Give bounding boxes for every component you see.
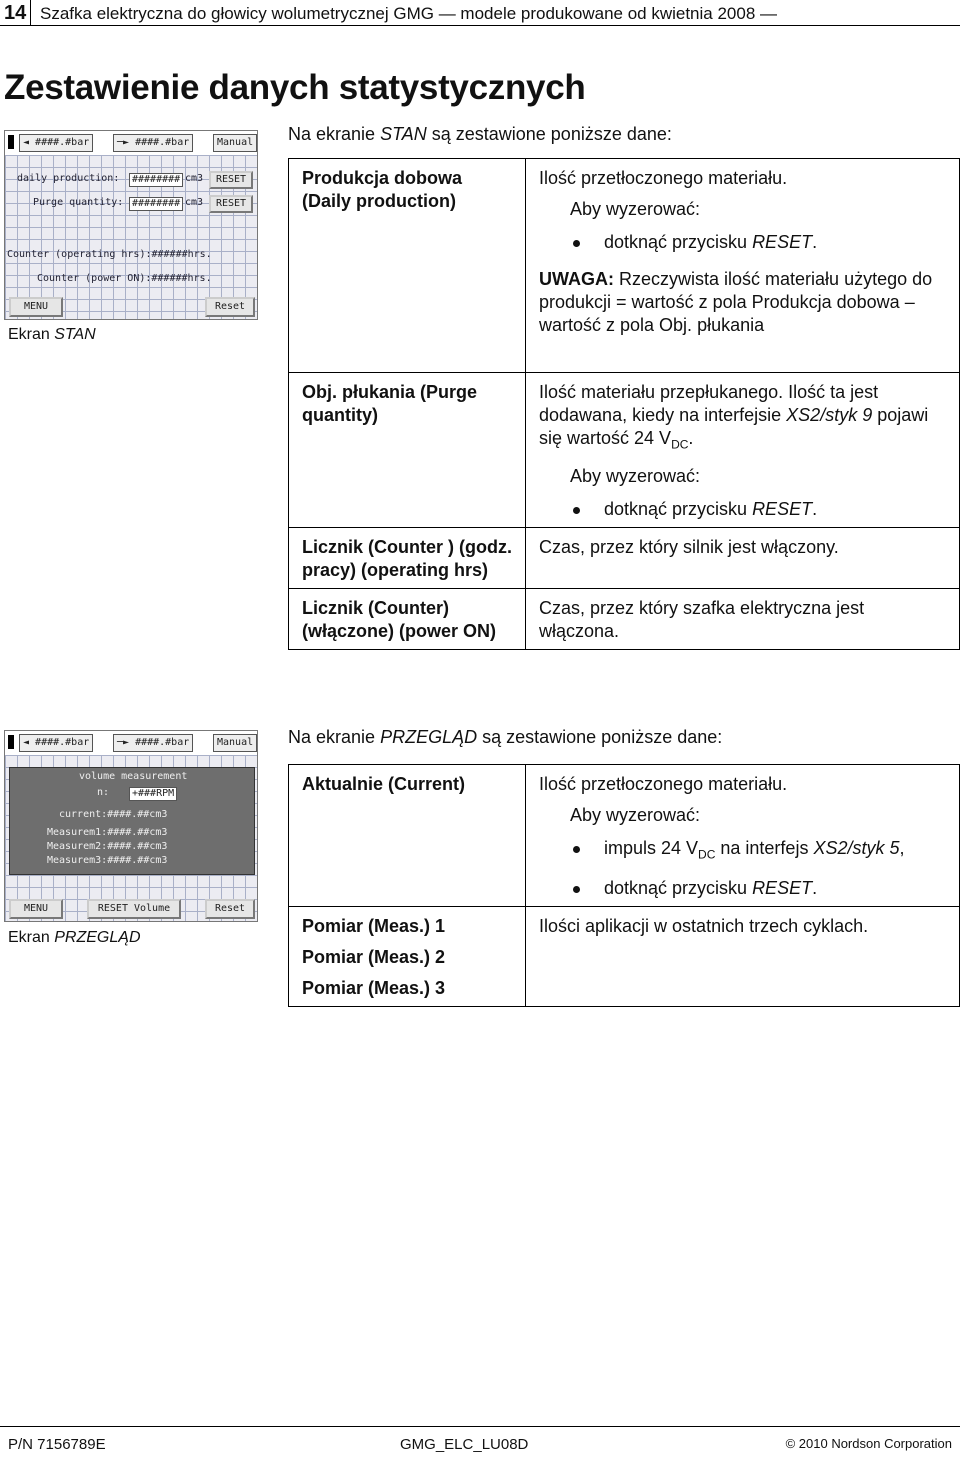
row-description: Ilości aplikacji w ostatnich trzech cyklach. — [526, 906, 960, 1006]
section-title: Zestawienie danych statystycznych — [4, 68, 586, 107]
measurement-1-readout: Measurem1:####.##cm3 — [47, 827, 168, 838]
reset-intro: Aby wyzerować: — [570, 465, 701, 486]
row-label: Aktualnie (Current) — [289, 765, 526, 907]
n-label: n: — [97, 787, 110, 798]
screen-toolbar — [5, 131, 257, 156]
footer-rule — [0, 1426, 960, 1427]
row-label: Licznik (Counter) (włączone) (power ON) — [289, 588, 526, 649]
przeglad-data-table — [288, 764, 960, 1007]
caption-screen: PRZEGLĄD — [54, 929, 141, 946]
row-label: Produkcja dobowa (Daily production) — [289, 159, 526, 373]
stan-data-table — [288, 158, 960, 650]
reset-purge-button: RESET — [209, 195, 253, 213]
row-description — [526, 373, 960, 528]
bullet-item: dotknąć przycisku RESET. — [539, 877, 947, 900]
pressure-field-2: ─► ####.#bar — [113, 734, 193, 752]
table-row — [289, 765, 960, 907]
menu-button: MENU — [9, 297, 63, 317]
przeglad-intro — [288, 727, 722, 748]
manual-label: Manual — [213, 734, 257, 752]
document-code: GMG_ELC_LU08D — [400, 1436, 529, 1453]
counter-operating-readout: Counter (operating hrs):######hrs. — [7, 249, 212, 260]
daily-production-unit: cm3 — [185, 173, 204, 184]
note — [539, 268, 947, 337]
measurement-2-label: Pomiar (Meas.) 2 — [302, 946, 446, 967]
purge-quantity-value: ######## — [129, 197, 183, 211]
table-row — [289, 527, 960, 588]
caption-pre: Ekran — [8, 929, 55, 946]
running-title: Szafka elektryczna do głowicy wolumetrycznej GMG — modele produkowane od kwietnia 2008 — — [40, 4, 778, 23]
reset-button: Reset — [205, 899, 255, 919]
pressure-field-1: ◄ ####.#bar — [19, 734, 93, 752]
bullet-item: dotknąć przycisku RESET. — [539, 231, 947, 254]
bullet-item: dotknąć przycisku RESET. — [539, 498, 947, 521]
table-row — [289, 159, 960, 373]
row-label: Licznik (Counter ) (godz. pracy) (operating hrs) — [289, 527, 526, 588]
page-header — [0, 0, 960, 26]
reset-button: Reset — [205, 297, 255, 317]
volume-heading: volume measurement — [79, 771, 188, 782]
table-row — [289, 588, 960, 649]
bullet-item: impuls 24 $V_{DC}$ na interfejs XS2/styk 5, — [539, 837, 947, 867]
copyright: © 2010 Nordson Corporation — [785, 1436, 952, 1451]
stan-caption — [8, 326, 96, 344]
stan-intro-pre: Na ekranie — [288, 124, 381, 144]
row-description — [526, 765, 960, 907]
table-row — [289, 906, 960, 1006]
part-number: P/N 7156789E — [8, 1436, 106, 1453]
page-number: 14 — [4, 2, 27, 24]
n-value: +###RPM — [129, 787, 177, 801]
reset-daily-button: RESET — [209, 171, 253, 189]
header-divider — [30, 0, 31, 26]
status-icon — [8, 735, 14, 749]
pressure-field-2: ─► ####.#bar — [113, 134, 193, 152]
caption-screen: STAN — [54, 326, 96, 343]
row-description: Czas, przez który silnik jest włączony. — [526, 527, 960, 588]
row-description — [526, 159, 960, 373]
row-description: Czas, przez który szafka elektryczna jest włączona. — [526, 588, 960, 649]
measurement-3-label: Pomiar (Meas.) 3 — [302, 977, 446, 998]
reset-intro: Aby wyzerować: — [570, 805, 701, 825]
purge-quantity-label: Purge quantity: — [33, 197, 124, 208]
counter-power-readout: Counter (power ON):######hrs. — [37, 273, 212, 284]
przeglad-screen-image — [4, 730, 258, 922]
table-row — [289, 373, 960, 528]
desc-text: Ilość materiału przepłukanego. Ilość ta jest dodawana, kiedy na interfejsie XS2/styk 9 pojawi się wartość 24 $V_{DC}$. — [539, 382, 929, 452]
measurement-1-label: Pomiar (Meas.) 1 — [302, 915, 446, 936]
caption-pre: Ekran — [8, 326, 55, 343]
manual-label: Manual — [213, 134, 257, 152]
stan-screen-image — [4, 130, 258, 320]
stan-intro — [288, 124, 672, 145]
header-rule — [0, 25, 960, 26]
przeglad-intro-pre: Na ekranie — [288, 727, 381, 747]
measurement-2-readout: Measurem2:####.##cm3 — [47, 841, 168, 852]
przeglad-caption — [8, 929, 141, 947]
przeglad-intro-screen: PRZEGLĄD — [380, 727, 478, 747]
purge-quantity-unit: cm3 — [185, 197, 204, 208]
daily-production-label: daily production: — [17, 173, 120, 184]
reset-volume-button: RESET Volume — [87, 899, 181, 919]
desc-text: Ilość przetłoczonego materiału. — [539, 774, 788, 794]
screen-toolbar — [5, 731, 257, 756]
menu-button: MENU — [9, 899, 63, 919]
measurement-3-readout: Measurem3:####.##cm3 — [47, 855, 168, 866]
stan-intro-screen: STAN — [380, 124, 427, 144]
daily-production-value: ######## — [129, 173, 183, 187]
status-icon — [8, 135, 14, 149]
note-text: Rzeczywista ilość materiału użytego do produkcji = wartość z pola Produkcja dobowa – wartość z pola Obj. płukania — [539, 269, 933, 335]
desc-text: Ilość przetłoczonego materiału. — [539, 168, 788, 188]
pressure-field-1: ◄ ####.#bar — [19, 134, 93, 152]
note-label: UWAGA: — [539, 269, 614, 289]
row-label: Obj. płukania (Purge quantity) — [289, 373, 526, 528]
current-readout: current:####.##cm3 — [59, 809, 168, 820]
stan-intro-post: są zestawione poniższe dane: — [426, 124, 672, 144]
row-label — [289, 906, 526, 1006]
reset-intro: Aby wyzerować: — [570, 199, 701, 219]
przeglad-intro-post: są zestawione poniższe dane: — [477, 727, 723, 747]
